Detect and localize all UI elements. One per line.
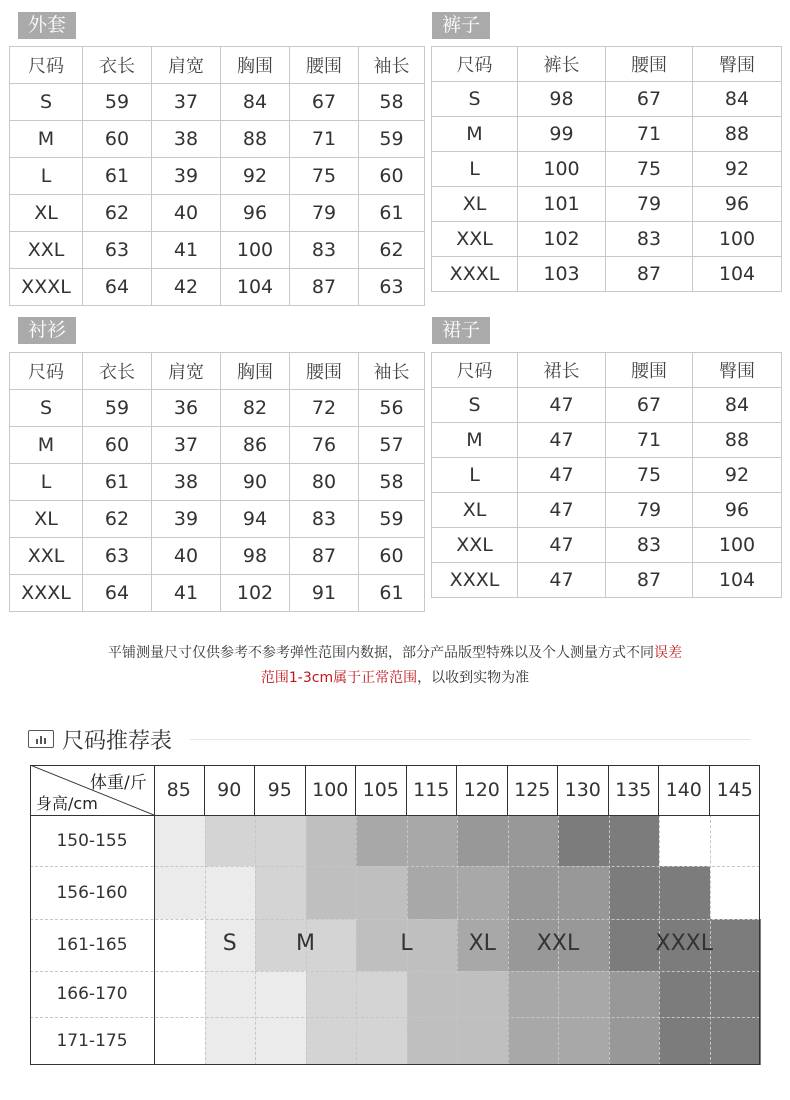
height-row-label: 166-170 <box>56 984 128 1004</box>
measure-cell: 88 <box>693 117 782 152</box>
grid-line <box>205 815 206 1065</box>
shade-cell <box>609 866 660 919</box>
pants-size-table <box>431 46 782 292</box>
measure-cell: 47 <box>518 458 606 493</box>
measure-cell: 92 <box>693 458 782 493</box>
measure-cell: 90 <box>221 464 290 501</box>
table-row <box>432 528 782 563</box>
size-cell: S <box>10 84 83 121</box>
shade-cell <box>154 1017 205 1065</box>
measure-cell: 41 <box>152 575 221 612</box>
measure-cell: 99 <box>518 117 606 152</box>
note-error-range-text: 范围1-3cm属于正常范围 <box>260 670 418 686</box>
measure-cell: 101 <box>518 187 606 222</box>
measure-cell: 60 <box>359 158 425 195</box>
measure-cell: 37 <box>152 427 221 464</box>
shade-cell <box>154 815 205 866</box>
skirt-size-table <box>431 352 782 598</box>
column-header: 胸围 <box>221 47 290 84</box>
size-cell: M <box>10 427 83 464</box>
size-recommend-title: 尺码推荐表 <box>62 728 173 754</box>
table-header-row <box>10 47 425 84</box>
measure-cell: 84 <box>693 388 782 423</box>
size-cell: L <box>432 458 518 493</box>
measure-cell: 71 <box>290 121 359 158</box>
shade-cell <box>407 919 458 971</box>
note-error-text: 误差 <box>654 645 682 661</box>
table-row <box>10 195 425 232</box>
size-label: XL <box>468 931 496 956</box>
height-row-label: 156-160 <box>56 882 128 903</box>
measure-cell: 75 <box>606 152 693 187</box>
measure-cell: 83 <box>290 232 359 269</box>
weight-header-cell: 145 <box>716 779 753 801</box>
size-cell: M <box>10 121 83 158</box>
column-header: 腰围 <box>606 353 693 388</box>
shade-cell <box>154 971 205 1017</box>
table-header-row <box>432 353 782 388</box>
measure-cell: 40 <box>152 538 221 575</box>
shirt-size-table <box>9 352 425 612</box>
shade-cell <box>306 1017 357 1065</box>
measure-cell: 84 <box>221 84 290 121</box>
table-header-row <box>10 353 425 390</box>
weight-header-cell: 100 <box>306 765 357 815</box>
shade-cell <box>457 1017 508 1065</box>
shade-cell <box>609 815 660 866</box>
measure-cell: 67 <box>606 388 693 423</box>
measure-cell: 84 <box>693 82 782 117</box>
measure-cell: 100 <box>221 232 290 269</box>
measure-cell: 82 <box>221 390 290 427</box>
measure-cell: 86 <box>221 427 290 464</box>
measure-cell: 60 <box>83 427 152 464</box>
shade-cell <box>710 919 761 971</box>
table-row <box>10 427 425 464</box>
size-label: S <box>222 931 237 956</box>
column-header: 臀围 <box>693 353 782 388</box>
bar-chart-icon <box>28 730 54 748</box>
weight-header-cell: 105 <box>356 765 407 815</box>
shade-cell <box>154 919 205 971</box>
measure-cell: 96 <box>693 493 782 528</box>
table-row <box>432 563 782 598</box>
table-row <box>10 464 425 501</box>
table-row <box>10 84 425 121</box>
weight-header-cell: 125 <box>508 765 559 815</box>
size-cell: XL <box>10 195 83 232</box>
measure-cell: 83 <box>290 501 359 538</box>
size-cell: L <box>10 464 83 501</box>
size-label: M <box>296 931 315 956</box>
measure-cell: 61 <box>359 195 425 232</box>
header-divider <box>30 815 760 816</box>
weight-header-cell: 95 <box>255 765 306 815</box>
table-row <box>10 575 425 612</box>
column-header: 腰围 <box>290 353 359 390</box>
measure-cell: 71 <box>606 117 693 152</box>
shade-cell <box>356 815 407 866</box>
shade-cell <box>659 971 710 1017</box>
table-header-row <box>432 47 782 82</box>
shade-cell <box>659 1017 710 1065</box>
measure-cell: 92 <box>221 158 290 195</box>
grid-line <box>255 815 256 1065</box>
shade-cell <box>356 1017 407 1065</box>
table-row <box>432 257 782 292</box>
measure-cell: 87 <box>290 538 359 575</box>
jacket-size-table <box>9 46 425 306</box>
table-row <box>10 538 425 575</box>
shade-cell <box>710 815 761 866</box>
measure-cell: 59 <box>359 501 425 538</box>
shade-cell <box>356 866 407 919</box>
table-row <box>10 501 425 538</box>
measurement-note-line-1 <box>0 642 790 662</box>
measure-cell: 88 <box>693 423 782 458</box>
measure-cell: 63 <box>359 269 425 306</box>
shade-cell <box>205 815 256 866</box>
table-row <box>432 152 782 187</box>
grid-line <box>609 815 610 1065</box>
shade-cell <box>457 866 508 919</box>
measure-cell: 60 <box>83 121 152 158</box>
measure-cell: 64 <box>83 269 152 306</box>
measure-cell: 88 <box>221 121 290 158</box>
measure-cell: 61 <box>83 464 152 501</box>
measure-cell: 79 <box>290 195 359 232</box>
shade-cell <box>306 971 357 1017</box>
measure-cell: 100 <box>693 528 782 563</box>
measure-cell: 87 <box>606 257 693 292</box>
measure-cell: 63 <box>83 232 152 269</box>
measure-cell: 92 <box>693 152 782 187</box>
measure-cell: 47 <box>518 423 606 458</box>
size-cell: S <box>432 388 518 423</box>
measure-cell: 59 <box>359 121 425 158</box>
table-row <box>432 82 782 117</box>
size-cell: XXXL <box>432 563 518 598</box>
measure-cell: 58 <box>359 464 425 501</box>
shade-cell <box>255 866 306 919</box>
measure-cell: 64 <box>83 575 152 612</box>
shade-cell <box>508 815 559 866</box>
measure-cell: 62 <box>83 195 152 232</box>
height-row-label: 150-155 <box>56 830 128 851</box>
shade-cell <box>407 971 458 1017</box>
column-header: 衣长 <box>83 353 152 390</box>
shade-cell <box>407 815 458 866</box>
measure-cell: 102 <box>221 575 290 612</box>
measure-cell: 79 <box>606 187 693 222</box>
column-header: 衣长 <box>83 47 152 84</box>
measure-cell: 104 <box>221 269 290 306</box>
measure-cell: 104 <box>693 257 782 292</box>
measure-cell: 63 <box>83 538 152 575</box>
shade-cell <box>508 866 559 919</box>
label-column-divider <box>154 765 155 1065</box>
shade-cell <box>558 815 609 866</box>
measure-cell: 39 <box>152 158 221 195</box>
measure-cell: 47 <box>518 528 606 563</box>
table-row <box>432 458 782 493</box>
grid-line <box>508 815 509 1065</box>
size-cell: XL <box>432 187 518 222</box>
measure-cell: 100 <box>518 152 606 187</box>
measure-cell: 57 <box>359 427 425 464</box>
measure-cell: 59 <box>83 84 152 121</box>
column-header: 腰围 <box>290 47 359 84</box>
measure-cell: 67 <box>606 82 693 117</box>
size-cell: XXXL <box>432 257 518 292</box>
shade-cell <box>407 866 458 919</box>
measure-cell: 60 <box>359 538 425 575</box>
table-row <box>432 117 782 152</box>
size-cell: XL <box>10 501 83 538</box>
measure-cell: 102 <box>518 222 606 257</box>
measure-cell: 38 <box>152 464 221 501</box>
pants-title-tag: 裤子 <box>432 12 490 39</box>
size-cell: S <box>10 390 83 427</box>
shade-cell <box>659 866 710 919</box>
table-row <box>432 423 782 458</box>
measure-cell: 47 <box>518 493 606 528</box>
height-row-label: 171-175 <box>56 1031 128 1051</box>
grid-line <box>356 815 357 1065</box>
measure-cell: 72 <box>290 390 359 427</box>
table-row <box>10 158 425 195</box>
measure-cell: 39 <box>152 501 221 538</box>
column-header: 袖长 <box>359 353 425 390</box>
measure-cell: 47 <box>518 563 606 598</box>
weight-header-cell: 140 <box>659 765 710 815</box>
measure-cell: 94 <box>221 501 290 538</box>
measure-cell: 38 <box>152 121 221 158</box>
measure-cell: 42 <box>152 269 221 306</box>
size-cell: L <box>432 152 518 187</box>
size-label: XXL <box>536 931 580 956</box>
measure-cell: 71 <box>606 423 693 458</box>
column-header: 裤长 <box>518 47 606 82</box>
shade-cell <box>306 815 357 866</box>
measure-cell: 96 <box>693 187 782 222</box>
column-header: 肩宽 <box>152 47 221 84</box>
jacket-title-tag: 外套 <box>18 12 76 39</box>
column-header: 尺码 <box>10 47 83 84</box>
measure-cell: 76 <box>290 427 359 464</box>
weight-header-cell: 135 <box>609 765 660 815</box>
weight-header-cell: 130 <box>558 765 609 815</box>
measure-cell: 36 <box>152 390 221 427</box>
measure-cell: 62 <box>83 501 152 538</box>
measure-cell: 83 <box>606 222 693 257</box>
shade-cell <box>609 919 660 971</box>
measure-cell: 62 <box>359 232 425 269</box>
heading-divider <box>190 739 750 740</box>
column-header: 裙长 <box>518 353 606 388</box>
measure-cell: 87 <box>606 563 693 598</box>
table-row <box>10 390 425 427</box>
measure-cell: 58 <box>359 84 425 121</box>
shade-cell <box>205 866 256 919</box>
measure-cell: 47 <box>518 388 606 423</box>
measure-cell: 103 <box>518 257 606 292</box>
table-row <box>432 388 782 423</box>
skirt-title-tag: 裙子 <box>432 317 490 344</box>
shade-cell <box>407 1017 458 1065</box>
size-cell: XXL <box>432 528 518 563</box>
measure-cell: 83 <box>606 528 693 563</box>
shade-cell <box>205 971 256 1017</box>
weight-header-cell: 85 <box>154 765 205 815</box>
size-cell: XXL <box>10 538 83 575</box>
shade-cell <box>154 866 205 919</box>
measure-cell: 98 <box>221 538 290 575</box>
shade-cell <box>457 815 508 866</box>
size-cell: M <box>432 423 518 458</box>
table-row <box>432 187 782 222</box>
shade-cell <box>356 971 407 1017</box>
column-header: 胸围 <box>221 353 290 390</box>
size-cell: XXL <box>432 222 518 257</box>
measure-cell: 80 <box>290 464 359 501</box>
shade-cell <box>457 971 508 1017</box>
size-cell: M <box>432 117 518 152</box>
measure-cell: 79 <box>606 493 693 528</box>
table-row <box>432 222 782 257</box>
column-header: 臀围 <box>693 47 782 82</box>
measure-cell: 91 <box>290 575 359 612</box>
shade-cell <box>255 815 306 866</box>
shade-cell <box>659 815 710 866</box>
measure-cell: 67 <box>290 84 359 121</box>
measure-cell: 87 <box>290 269 359 306</box>
measurement-note-line-2 <box>0 667 790 687</box>
measure-cell: 98 <box>518 82 606 117</box>
shade-cell <box>205 1017 256 1065</box>
shirt-title-tag: 衬衫 <box>18 317 76 344</box>
measure-cell: 61 <box>359 575 425 612</box>
shade-cell <box>558 971 609 1017</box>
measure-cell: 75 <box>606 458 693 493</box>
shade-cell <box>710 971 761 1017</box>
grid-line <box>457 815 458 1065</box>
size-cell: XL <box>432 493 518 528</box>
size-cell: S <box>432 82 518 117</box>
table-row <box>10 121 425 158</box>
corner-height-label: 身高/cm <box>36 794 98 813</box>
measure-cell: 61 <box>83 158 152 195</box>
shade-cell <box>609 971 660 1017</box>
shade-cell <box>508 971 559 1017</box>
size-label: L <box>400 931 413 956</box>
measure-cell: 96 <box>221 195 290 232</box>
corner-weight-label: 体重/斤 <box>90 773 147 793</box>
note-text: 平铺测量尺寸仅供参考不参考弹性范围内数据，部分产品版型特殊以及个人测量方式不同 <box>108 645 654 661</box>
table-row <box>432 493 782 528</box>
weight-header-cell: 115 <box>407 765 458 815</box>
size-recommend-grid <box>30 765 760 1065</box>
size-cell: L <box>10 158 83 195</box>
weight-header-cell: 90 <box>205 765 256 815</box>
shade-cell <box>255 1017 306 1065</box>
column-header: 尺码 <box>432 47 518 82</box>
shade-cell <box>710 866 761 919</box>
shade-cell <box>609 1017 660 1065</box>
measure-cell: 100 <box>693 222 782 257</box>
shade-cell <box>558 866 609 919</box>
shade-cell <box>710 1017 761 1065</box>
measure-cell: 40 <box>152 195 221 232</box>
measure-cell: 56 <box>359 390 425 427</box>
size-label: XXXL <box>655 931 713 956</box>
shade-cell <box>356 919 407 971</box>
measure-cell: 104 <box>693 563 782 598</box>
size-cell: XXL <box>10 232 83 269</box>
column-header: 袖长 <box>359 47 425 84</box>
shade-cell <box>508 1017 559 1065</box>
table-row <box>10 269 425 306</box>
measure-cell: 75 <box>290 158 359 195</box>
size-cell: XXXL <box>10 269 83 306</box>
shade-cell <box>255 971 306 1017</box>
column-header: 肩宽 <box>152 353 221 390</box>
height-row-label: 161-165 <box>56 935 128 955</box>
shade-cell <box>306 866 357 919</box>
shade-cell <box>558 1017 609 1065</box>
column-header: 尺码 <box>10 353 83 390</box>
size-cell: XXXL <box>10 575 83 612</box>
column-header: 腰围 <box>606 47 693 82</box>
weight-header-cell: 120 <box>457 765 508 815</box>
column-header: 尺码 <box>432 353 518 388</box>
measure-cell: 59 <box>83 390 152 427</box>
measure-cell: 41 <box>152 232 221 269</box>
size-recommend-heading <box>28 724 172 754</box>
table-row <box>10 232 425 269</box>
measure-cell: 37 <box>152 84 221 121</box>
note-text-end: ，以收到实物为准 <box>417 670 530 686</box>
